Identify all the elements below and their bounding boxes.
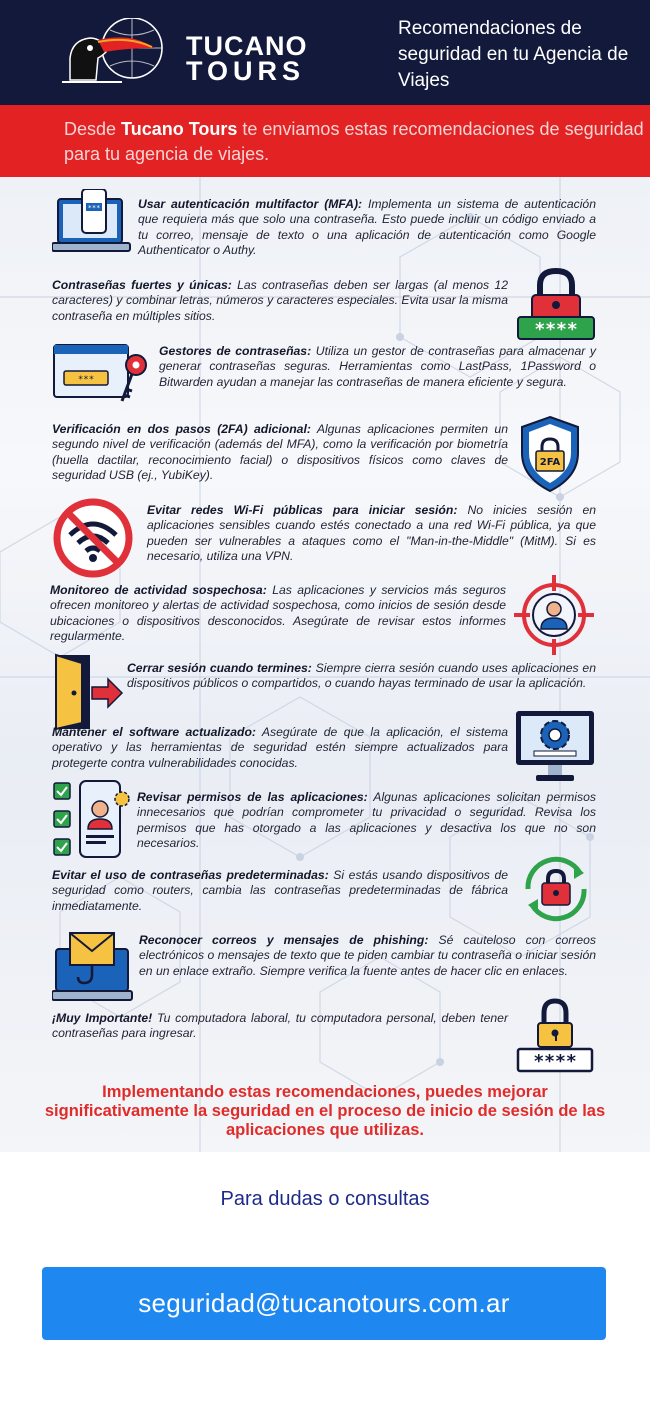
tip-password-managers-text: Utiliza un gestor de contraseñas para almacenar y generar contraseñas seguras. Herramientas como LastPass, 1Password o Bitwarden ayudan a manejar las contraseñas de manera eficiente y segura. [159, 344, 596, 389]
tip-public-wifi-title: Evitar redes Wi-Fi públicas para iniciar sesión: [147, 503, 458, 517]
brand-name [186, 31, 308, 86]
tip-app-permissions [137, 790, 596, 852]
tip-app-permissions-title: Revisar permisos de las aplicaciones: [137, 790, 368, 804]
tip-update-software [52, 725, 508, 771]
tip-2fa-title: Verificación en dos pasos (2FA) adicional: [52, 422, 311, 436]
tip-important [52, 1011, 508, 1042]
tip-default-passwords-title: Evitar el uso de contraseñas predeterminadas: [52, 868, 329, 882]
header [0, 0, 650, 105]
closing-statement: Implementando estas recomendaciones, puedes mejorar significativamente la seguridad en el proceso de inicio de sesión de las aplicaciones que utilizas. [44, 1083, 606, 1139]
brand-line-2: TOURS [186, 56, 306, 86]
tip-important-title: ¡Muy Importante! [52, 1011, 153, 1025]
password-field-mask-text: **** [533, 1051, 577, 1072]
tip-phishing-text: Sé cauteloso con correos electrónicos o mensajes de texto que te piden cambiar tu contraseña o iniciar sesión en un enlace extraño. Siempre verifica la fuente antes de hacer clic en enlaces. [139, 933, 596, 978]
monitor-gear-icon [514, 709, 596, 783]
target-user-icon [514, 575, 594, 655]
tip-default-passwords [52, 868, 508, 914]
tip-mfa [138, 197, 596, 259]
tip-password-managers-title: Gestores de contraseñas: [159, 344, 312, 358]
tip-password-managers [159, 344, 596, 390]
tip-strong-passwords [52, 278, 508, 324]
tip-sign-out-text: Siempre cierra sesión cuando uses aplicaciones en dispositivos públicos o compartidos, o cuando hayas terminado de usar la aplicación. [127, 661, 596, 691]
security-infographic [0, 177, 650, 1152]
tip-mfa-title: Usar autenticación multifactor (MFA): [138, 197, 363, 211]
padlock-password-field-icon [516, 995, 594, 1073]
tip-2fa-text: Algunas aplicaciones permiten un segundo nivel de verificación (además del MFA), como la verificación por biometría (huella dactilar, reconocimiento facial) o dispositivos físicos como claves de seguridad USB (ej., YubiKey). [52, 422, 508, 483]
svg-text:***: *** [87, 204, 101, 212]
no-wifi-icon [52, 497, 134, 579]
phishing-email-laptop-icon [52, 929, 134, 1003]
tip-2fa [52, 422, 508, 484]
tip-important-text: Tu computadora laboral, tu computadora personal, deben tener contraseñas para ingresar. [52, 1011, 508, 1041]
banner-highlight: Tucano Tours [121, 119, 238, 139]
shield-2fa-icon [518, 415, 582, 493]
contact-label: Para dudas o consultas [220, 1188, 430, 1210]
brand-line-1: TUCANO [186, 31, 308, 61]
tip-sign-out-title: Cerrar sesión cuando termines: [127, 661, 312, 675]
tip-monitoring-text: Las aplicaciones y servicios más seguros ofrecen monitoreo y alertas de actividad sospechosa, como inicios de sesión desde ubicaciones o dispositivos desconocidos. Asegúrate de revisar estos informes regularmente. [50, 583, 507, 644]
tip-public-wifi-text: No inicies sesión en aplicaciones sensibles cuando estés conectado a una red Wi-Fi pública, ya que pueden ser vulnerables a ataques como el "Man-in-the-Middle" (MitM). Si es necesario, utiliza una VPN. [147, 503, 596, 564]
tip-strong-passwords-title: Contraseñas fuertes y únicas: [52, 278, 232, 292]
header-title: Recomendaciones de seguridad en tu Agencia de Viajes [398, 18, 629, 91]
tip-monitoring [50, 583, 506, 645]
tip-mfa-text: Implementa un sistema de autenticación que requiera más que solo una contraseña. Esto puede incluir un código enviado a tu correo, mensaje de texto o una aplicación de autenticación como Google Authenticator o Authy. [138, 197, 596, 258]
refresh-padlock-icon [516, 851, 596, 927]
tip-default-passwords-text: Si estás usando dispositivos de seguridad como routers, cambia las contraseñas predeterminadas de fábrica inmediatamente. [52, 868, 508, 913]
app-permissions-checklist-icon [52, 779, 132, 861]
tip-public-wifi [147, 503, 596, 565]
tip-update-software-text: Asegúrate de que la aplicación, el sistema operativo y las herramientas de seguridad estén siempre actualizados para protegerte contra vulnerabilidades conocidas. [52, 725, 508, 770]
tip-phishing [139, 933, 596, 979]
logout-door-icon [52, 653, 124, 731]
password-manager-keys-icon [52, 341, 156, 405]
banner-prefix: Desde [64, 119, 122, 139]
tip-app-permissions-text: Algunas aplicaciones solicitan permisos innecesarios que podrían comprometer tu privacidad o seguridad. Revisa los permisos que has otorgado a las aplicaciones y desactiva los que no son necesarios. [137, 790, 596, 851]
toucan-logo-icon [62, 18, 172, 86]
tip-sign-out [127, 661, 596, 692]
banner-suffix: te enviamos estas recomendaciones de seguridad para tu agencia de viajes. [64, 119, 644, 164]
laptop-phone-icon [52, 189, 132, 261]
tip-update-software-title: Mantener el software actualizado: [52, 725, 256, 739]
tip-monitoring-title: Monitoreo de actividad sospechosa: [50, 583, 267, 597]
password-mask-text: **** [534, 319, 578, 340]
svg-text:***: *** [77, 375, 95, 385]
contact-email-button[interactable]: seguridad@tucanotours.com.ar [42, 1267, 606, 1340]
intro-banner [0, 105, 650, 177]
tip-strong-passwords-text: Las contraseñas deben ser largas (al menos 12 caracteres) y combinar letras, números y caracteres especiales. Evita usar la misma contraseña en múltiples sitios. [52, 278, 508, 323]
padlock-password-icon [514, 265, 598, 343]
tip-phishing-title: Reconocer correos y mensajes de phishing: [139, 933, 429, 947]
two-fa-badge-text: 2FA [539, 457, 561, 468]
